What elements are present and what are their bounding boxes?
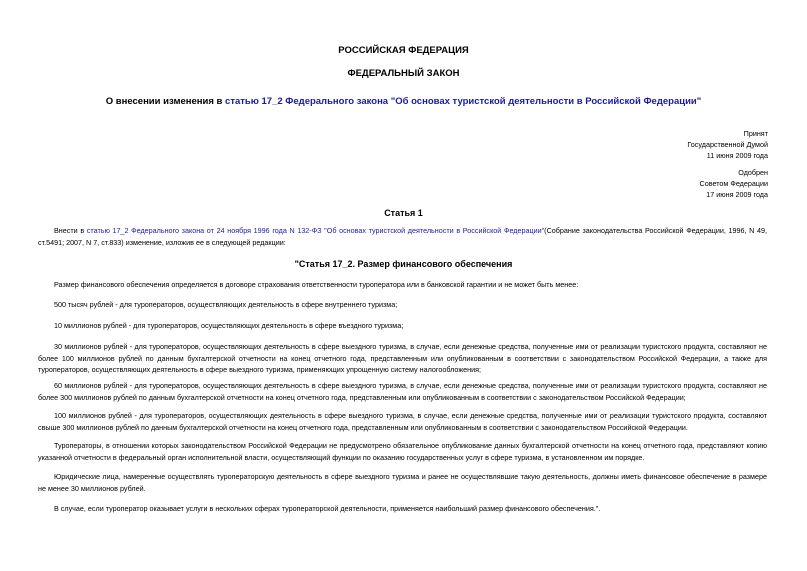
country-heading: РОССИЙСКАЯ ФЕДЕРАЦИЯ <box>338 45 469 56</box>
new-article-title: "Статья 17_2. Размер финансового обеспечения <box>294 259 513 269</box>
article-heading: Статья 1 <box>384 208 423 218</box>
paragraph: В случае, если туроператор оказывает услуги в нескольких сферах туроператорской деятельности, применяется наибольший размер финансового обеспечения.". <box>54 504 601 513</box>
paragraph: Размер финансового обеспечения определяется в договоре страхования ответственности туроператора или в банковской гарантии и не может быть менее: <box>54 280 579 289</box>
accepted-label: Принят <box>743 129 768 138</box>
accepted-body: Государственной Думой <box>687 140 768 149</box>
paragraph: 30 миллионов рублей - для туроператоров, осуществляющих деятельность в сфере выездного туризма, в случае, если денежные средства, полученные ими от реализации туристского продукта, составляют не более 100 миллионов рублей по данным бухгалтерской отчетности на конец отчетного года, представленным или опубликованным в соответствии с законодательством Российской Федерации, а также для туроператоров, осуществляющих деятельность в сфере выездного туризма, применяющих упрощенную систему налогообложения; <box>38 342 767 375</box>
paragraph: Юридические лица, намеренные осуществлять туроператорскую деятельность в сфере выездного туризма и ранее не осуществлявшие такую деятельность, должны иметь финансовое обеспечение в размере не менее 30 миллионов рублей. <box>38 472 767 493</box>
law-type-heading: ФЕДЕРАЛЬНЫЙ ЗАКОН <box>347 68 460 79</box>
intro-suffix: (Собрание законодательства Российской Федерации, 1996, N 49, ст.5491; 2007, N 7, ст.833) изменение, изложив ее в следующей редакции: <box>38 226 767 247</box>
approved-body: Советом Федерации <box>699 179 768 188</box>
article-intro <box>38 225 767 248</box>
paragraph: 100 миллионов рублей - для туроператоров, осуществляющих деятельность в сфере выездного туризма, в случае, если денежные средства, полученные ими от реализации туристского продукта, составляют свыше 300 миллионов рублей по данным бухгалтерской отчетности на конец отчетного года, представленным или опубликованным в соответствии с законодательством Российской Федерации. <box>38 411 767 432</box>
accepted-block <box>687 128 768 161</box>
law-title-link[interactable]: статью 17_2 Федерального закона "Об основах туристской деятельности в Российской Федерации" <box>225 96 702 107</box>
intro-link-article[interactable]: статью 17_2 Федерального закона от 24 ноября 1996 года N 132-ФЗ <box>86 226 322 235</box>
paragraph: 10 миллионов рублей - для туроператоров, осуществляющих деятельность в сфере въездного туризма; <box>54 321 404 330</box>
accepted-date: 11 июня 2009 года <box>706 151 768 160</box>
intro-prefix: Внести в <box>54 226 87 235</box>
approved-block <box>700 167 768 200</box>
paragraph: 60 миллионов рублей - для туроператоров, осуществляющих деятельность в сфере выездного туризма, в случае, если денежные средства, полученные ими от реализации туристского продукта, составляют не более 300 миллионов рублей по данным бухгалтерской отчетности на конец отчетного года, представленным или опубликованным в соответствии с законодательством Российской Федерации; <box>38 381 767 402</box>
law-title <box>0 96 807 107</box>
paragraph: 500 тысяч рублей - для туроператоров, осуществляющих деятельность в сфере внутреннего туризма; <box>54 300 398 309</box>
paragraph: Туроператоры, в отношении которых законодательством Российской Федерации не предусмотрено обязательное опубликование данных бухгалтерской отчетности на конец отчетного года, представляют копию указанной отчетности в федеральный орган исполнительной власти, осуществляющий функции по оказанию государственных услуг в сфере туризма, в установленном им порядке. <box>38 441 767 462</box>
law-title-prefix: О внесении изменения в <box>105 96 226 107</box>
approved-date: 17 июня 2009 года <box>706 190 768 199</box>
intro-link-law[interactable]: "Об основах туристской деятельности в Российской Федерации" <box>324 226 545 235</box>
approved-label: Одобрен <box>738 168 768 177</box>
